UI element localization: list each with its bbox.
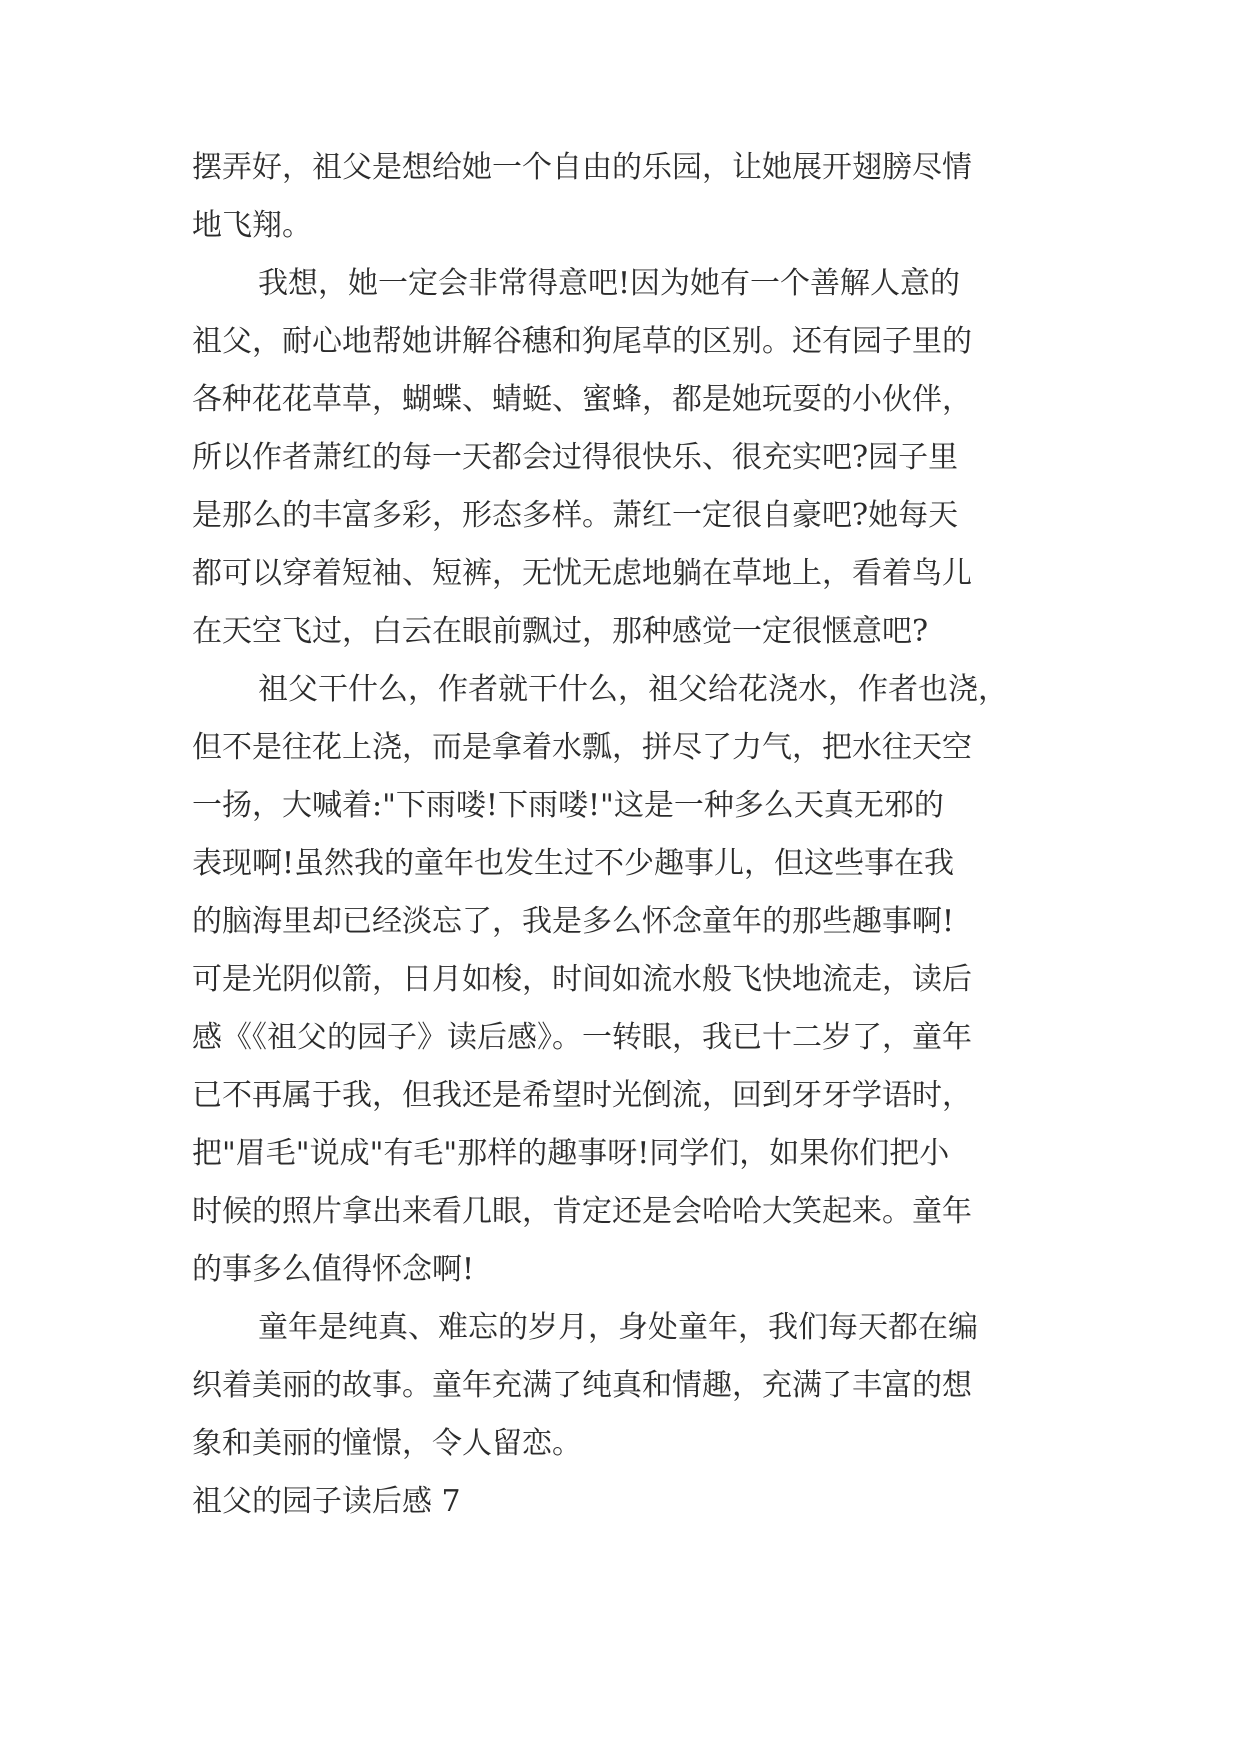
text-line: 是那么的丰富多彩，形态多样。萧红一定很自豪吧?她每天 — [192, 498, 959, 533]
text-line: 地飞翔。 — [192, 208, 312, 243]
text-line: 象和美丽的憧憬，令人留恋。 — [192, 1426, 582, 1461]
text-line: 可是光阴似箭，日月如梭，时间如流水般飞快地流走，读后 — [192, 962, 972, 997]
text-line: 感《《祖父的园子》读后感》。一转眼，我已十二岁了，童年 — [192, 1020, 972, 1055]
text-line: 时候的照片拿出来看几眼，肯定还是会哈哈大笑起来。童年 — [192, 1194, 972, 1229]
text-line: 所以作者萧红的每一天都会过得很快乐、很充实吧?园子里 — [192, 440, 959, 475]
text-line: 的事多么值得怀念啊! — [192, 1252, 475, 1287]
paragraph-start-line: 祖父干什么，作者就干什么，祖父给花浇水，作者也浇， — [258, 672, 1008, 707]
paragraph-start-line: 童年是纯真、难忘的岁月，身处童年，我们每天都在编 — [258, 1310, 978, 1345]
text-line: 表现啊!虽然我的童年也发生过不少趣事儿，但这些事在我 — [192, 846, 955, 881]
text-line: 把"眉毛"说成"有毛"那样的趣事呀!同学们，如果你们把小 — [192, 1136, 950, 1171]
section-heading: 祖父的园子读后感 7 — [192, 1484, 461, 1519]
text-line: 织着美丽的故事。童年充满了纯真和情趣，充满了丰富的想 — [192, 1368, 972, 1403]
text-line: 祖父，耐心地帮她讲解谷穗和狗尾草的区别。还有园子里的 — [192, 324, 972, 359]
text-line: 一扬，大喊着:"下雨喽!下雨喽!"这是一种多么天真无邪的 — [192, 788, 944, 823]
text-line: 都可以穿着短袖、短裤，无忧无虑地躺在草地上，看着鸟儿 — [192, 556, 972, 591]
text-line: 摆弄好，祖父是想给她一个自由的乐园，让她展开翅膀尽情 — [192, 150, 972, 185]
paragraph-start-line: 我想，她一定会非常得意吧!因为她有一个善解人意的 — [258, 266, 961, 301]
text-line: 在天空飞过，白云在眼前飘过，那种感觉一定很惬意吧? — [192, 614, 929, 649]
text-line: 已不再属于我，但我还是希望时光倒流，回到牙牙学语时， — [192, 1078, 972, 1113]
text-line: 但不是往花上浇，而是拿着水瓢，拼尽了力气，把水往天空 — [192, 730, 972, 765]
text-line: 各种花花草草，蝴蝶、蜻蜓、蜜蜂，都是她玩耍的小伙伴， — [192, 382, 972, 417]
text-line: 的脑海里却已经淡忘了，我是多么怀念童年的那些趣事啊! — [192, 904, 955, 939]
